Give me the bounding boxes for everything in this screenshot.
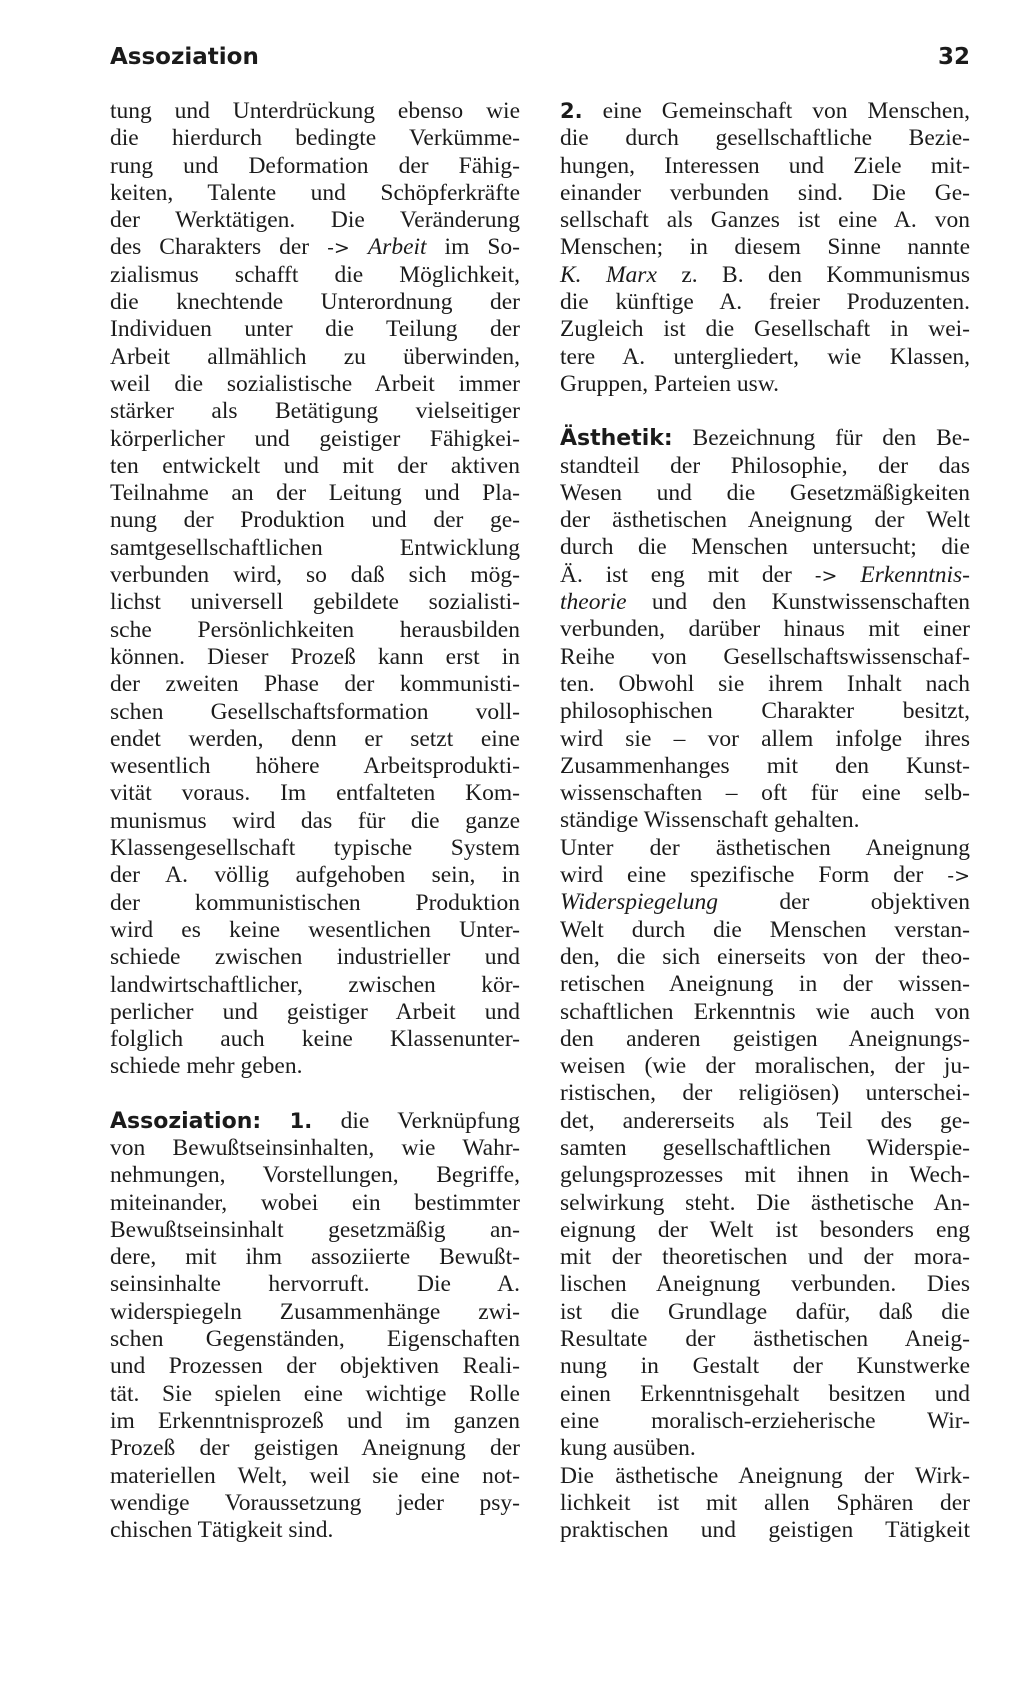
text-line: tung und Unterdrückung ebenso wie bbox=[110, 98, 520, 124]
text-line: können. Dieser Prozeß kann erst in bbox=[110, 643, 520, 670]
text-line: zialismus schafft die Möglichkeit, bbox=[110, 261, 520, 288]
text-run: die Verknüpfung bbox=[312, 1107, 520, 1134]
text-run: eine Gemeinschaft von Menschen, bbox=[582, 98, 970, 124]
text-run: und den Kunstwissenschaften bbox=[626, 589, 970, 616]
text-line: Resultate der ästhetischen Aneig- bbox=[560, 1326, 970, 1353]
text-line: retischen Aneignung in der wissen- bbox=[560, 971, 970, 998]
paragraph-aneignung bbox=[560, 835, 970, 1463]
text-line: ist die Grundlage dafür, daß die bbox=[560, 1298, 970, 1325]
text-line: selwirkung steht. Die ästhetische An- bbox=[560, 1189, 970, 1216]
text-line: verbunden wird, so daß sich mög- bbox=[110, 562, 520, 589]
text-line: munismus wird das für die ganze bbox=[110, 807, 520, 834]
page-number: 32 bbox=[937, 44, 970, 70]
text-line: schiede mehr geben. bbox=[110, 1053, 303, 1080]
text-line: einander verbunden sind. Die Ge- bbox=[560, 179, 970, 206]
text-line: ten. Obwohl sie ihrem Inhalt nach bbox=[560, 670, 970, 697]
text-line bbox=[560, 562, 970, 589]
text-line bbox=[560, 862, 970, 889]
text-line: und Prozessen der objektiven Reali- bbox=[110, 1353, 520, 1380]
text-line: tät. Sie spielen eine wichtige Rolle bbox=[110, 1380, 520, 1407]
text-line: wird es keine wesentlichen Unter- bbox=[110, 916, 520, 943]
text-line: schaftlichen Erkenntnis wie auch von bbox=[560, 998, 970, 1025]
text-line: weil die sozialistische Arbeit immer bbox=[110, 370, 520, 397]
text-line: tere A. untergliedert, wie Klassen, bbox=[560, 343, 970, 370]
text-line: die knechtende Unterordnung der bbox=[110, 289, 520, 316]
text-line: wird sie – vor allem infolge ihres bbox=[560, 725, 970, 752]
text-line: lichkeit ist mit allen Sphären der bbox=[560, 1489, 970, 1516]
text-line: mit der theoretischen und der mora- bbox=[560, 1244, 970, 1271]
entry-lemma: Assoziation: bbox=[110, 1108, 262, 1134]
text-line: praktischen und geistigen Tätigkeit bbox=[560, 1517, 970, 1544]
cross-reference-link[interactable]: Erkenntnis- bbox=[860, 561, 970, 588]
text-line: weisen (wie der moralischen, der ju- bbox=[560, 1053, 970, 1080]
running-headword: Assoziation bbox=[110, 44, 259, 70]
text-line: dere, mit ihm assoziierte Bewußt- bbox=[110, 1244, 520, 1271]
text-line: perlicher und geistiger Arbeit und bbox=[110, 998, 520, 1025]
text-line: schiede zwischen industrieller und bbox=[110, 944, 520, 971]
text-line: nung der Produktion und der ge- bbox=[110, 507, 520, 534]
text-line: det, andererseits als Teil des ge- bbox=[560, 1107, 970, 1134]
text-line: ristischen, der religiösen) unterschei- bbox=[560, 1080, 970, 1107]
text-line: von Bewußtseinsinhalten, wie Wahr- bbox=[110, 1134, 520, 1161]
text-line: seinsinhalte hervorruft. Die A. bbox=[110, 1271, 520, 1298]
text-line: nung in Gestalt der Kunstwerke bbox=[560, 1353, 970, 1380]
text-run: des Charakters der bbox=[110, 234, 328, 261]
text-line: chischen Tätigkeit sind. bbox=[110, 1517, 334, 1544]
cross-reference-arrow-icon: -> bbox=[814, 564, 838, 587]
text-run: im So- bbox=[426, 234, 520, 261]
text-line: die durch gesellschaftliche Bezie- bbox=[560, 125, 970, 152]
text-line: ten entwickelt und mit der aktiven bbox=[110, 452, 520, 479]
text-line: keiten, Talente und Schöpferkräfte bbox=[110, 179, 520, 206]
text-line: der Werktätigen. Die Veränderung bbox=[110, 207, 520, 234]
text-line: die hierdurch bedingte Verkümme- bbox=[110, 125, 520, 152]
text-line: Die ästhetische Aneignung der Wirk- bbox=[560, 1462, 970, 1489]
sense-number: 2. bbox=[560, 99, 583, 123]
text-line: lischen Aneignung verbunden. Dies bbox=[560, 1271, 970, 1298]
text-run: Bezeichnung für den Be- bbox=[672, 425, 970, 452]
cross-reference-link[interactable]: theorie bbox=[560, 589, 627, 616]
left-column bbox=[110, 98, 520, 1544]
text-run: Ä. ist eng mit der bbox=[560, 561, 815, 588]
text-line bbox=[560, 589, 970, 616]
text-line: rung und Deformation der Fähig- bbox=[110, 152, 520, 179]
text-line: der zweiten Phase der kommunisti- bbox=[110, 671, 520, 698]
text-line: die künftige A. freier Produzenten. bbox=[560, 289, 970, 316]
text-line: kung ausüben. bbox=[560, 1435, 696, 1462]
entry-lemma: Ästhetik: bbox=[560, 426, 673, 452]
text-line: widerspiegeln Zusammenhänge zwi- bbox=[110, 1298, 520, 1325]
paragraph-continued bbox=[110, 98, 520, 1081]
text-line: der ästhetischen Aneignung der Welt bbox=[560, 507, 970, 534]
text-line: eignung der Welt ist besonders eng bbox=[560, 1216, 970, 1243]
text-line bbox=[560, 889, 970, 916]
text-line: der A. völlig aufgehoben sein, in bbox=[110, 862, 520, 889]
text-line: stärker als Betätigung vielseitiger bbox=[110, 398, 520, 425]
entry-first-line bbox=[560, 425, 970, 452]
text-line: nehmungen, Vorstellungen, Begriffe, bbox=[110, 1162, 520, 1189]
text-line: den anderen geistigen Aneignungs- bbox=[560, 1025, 970, 1052]
text-line: Unter der ästhetischen Aneignung bbox=[560, 834, 970, 861]
entry-spacer bbox=[110, 1081, 520, 1108]
text-line: samtgesellschaftlichen Entwicklung bbox=[110, 534, 520, 561]
text-line: Zusammenhanges mit den Kunst- bbox=[560, 752, 970, 779]
text-line: philosophischen Charakter besitzt, bbox=[560, 698, 970, 725]
text-line: Klassengesellschaft typische System bbox=[110, 835, 520, 862]
text-line: standteil der Philosophie, der das bbox=[560, 452, 970, 479]
sense-2-block bbox=[560, 98, 970, 398]
cross-reference-link[interactable]: Widerspiegelung bbox=[560, 889, 718, 916]
dictionary-entry-aesthetik bbox=[560, 425, 970, 834]
text-line bbox=[110, 234, 520, 261]
running-head bbox=[110, 40, 970, 80]
text-line: Zugleich ist die Gesellschaft in wei- bbox=[560, 316, 970, 343]
text-line: Wesen und die Gesetzmäßigkeiten bbox=[560, 479, 970, 506]
author-name: K. Marx bbox=[560, 261, 657, 288]
text-line: endet werden, denn er setzt eine bbox=[110, 725, 520, 752]
text-line: Gruppen, Parteien usw. bbox=[560, 370, 780, 397]
cross-reference-link[interactable]: Arbeit bbox=[367, 234, 427, 261]
text-line: wendige Voraussetzung jeder psy- bbox=[110, 1489, 520, 1516]
text-line: landwirtschaftlicher, zwischen kör- bbox=[110, 971, 520, 998]
cross-reference-arrow-icon: -> bbox=[947, 865, 970, 888]
text-line: Arbeit allmählich zu überwinden, bbox=[110, 343, 520, 370]
text-line bbox=[560, 262, 970, 289]
text-line: eine moralisch-erzieherische Wir- bbox=[560, 1407, 970, 1434]
text-line: durch die Menschen untersucht; die bbox=[560, 534, 970, 561]
text-line: einen Erkenntnisgehalt besitzen und bbox=[560, 1380, 970, 1407]
text-line: im Erkenntnisprozeß und im ganzen bbox=[110, 1407, 520, 1434]
text-line: gelungsprozesses mit ihnen in Wech- bbox=[560, 1162, 970, 1189]
text-line: samten gesellschaftlichen Widerspie- bbox=[560, 1134, 970, 1161]
paragraph-wirklichkeit bbox=[560, 1463, 970, 1545]
entry-spacer bbox=[560, 398, 970, 425]
text-line: schen Gegenständen, Eigenschaften bbox=[110, 1326, 520, 1353]
right-column bbox=[560, 98, 970, 1544]
text-line: wesentlich höhere Arbeitsprodukti- bbox=[110, 753, 520, 780]
text-line: körperlicher und geistiger Fähigkei- bbox=[110, 425, 520, 452]
text-line: ständige Wissenschaft gehalten. bbox=[560, 807, 860, 834]
text-line: Individuen unter die Teilung der bbox=[110, 316, 520, 343]
text-run: der objektiven bbox=[717, 889, 970, 916]
text-run: wird eine spezifische Form der bbox=[560, 862, 948, 889]
text-run: z. B. den Kommunismus bbox=[656, 261, 971, 288]
text-line: den, die sich einerseits von der theo- bbox=[560, 943, 970, 970]
text-line: verbunden, darüber hinaus mit einer bbox=[560, 616, 970, 643]
dictionary-entry-assoziation bbox=[110, 1108, 520, 1545]
entry-first-line bbox=[110, 1108, 520, 1135]
text-line: Bewußtseinsinhalt gesetzmäßig an- bbox=[110, 1216, 520, 1243]
text-line: lichst universell gebildete sozialisti- bbox=[110, 589, 520, 616]
text-line: Teilnahme an der Leitung und Pla- bbox=[110, 480, 520, 507]
text-line: Welt durch die Menschen verstan- bbox=[560, 916, 970, 943]
text-line: hungen, Interessen und Ziele mit- bbox=[560, 152, 970, 179]
sense-first-line bbox=[560, 98, 970, 125]
text-line: sellschaft als Ganzes ist eine A. von bbox=[560, 207, 970, 234]
text-line: Reihe von Gesellschaftswissenschaf- bbox=[560, 643, 970, 670]
cross-reference-arrow-icon: -> bbox=[327, 237, 350, 260]
text-line: Prozeß der geistigen Aneignung der bbox=[110, 1435, 520, 1462]
text-line: miteinander, wobei ein bestimmter bbox=[110, 1189, 520, 1216]
text-line: Menschen; in diesem Sinne nannte bbox=[560, 234, 970, 261]
text-line: sche Persönlichkeiten herausbilden bbox=[110, 616, 520, 643]
text-line: vität voraus. Im entfalteten Kom- bbox=[110, 780, 520, 807]
text-line: der kommunistischen Produktion bbox=[110, 889, 520, 916]
text-line: materiellen Welt, weil sie eine not- bbox=[110, 1462, 520, 1489]
text-line: schen Gesellschaftsformation voll- bbox=[110, 698, 520, 725]
sense-number: 1. bbox=[289, 1108, 313, 1133]
text-line: wissenschaften – oft für eine selb- bbox=[560, 780, 970, 807]
text-line: folglich auch keine Klassenunter- bbox=[110, 1026, 520, 1053]
